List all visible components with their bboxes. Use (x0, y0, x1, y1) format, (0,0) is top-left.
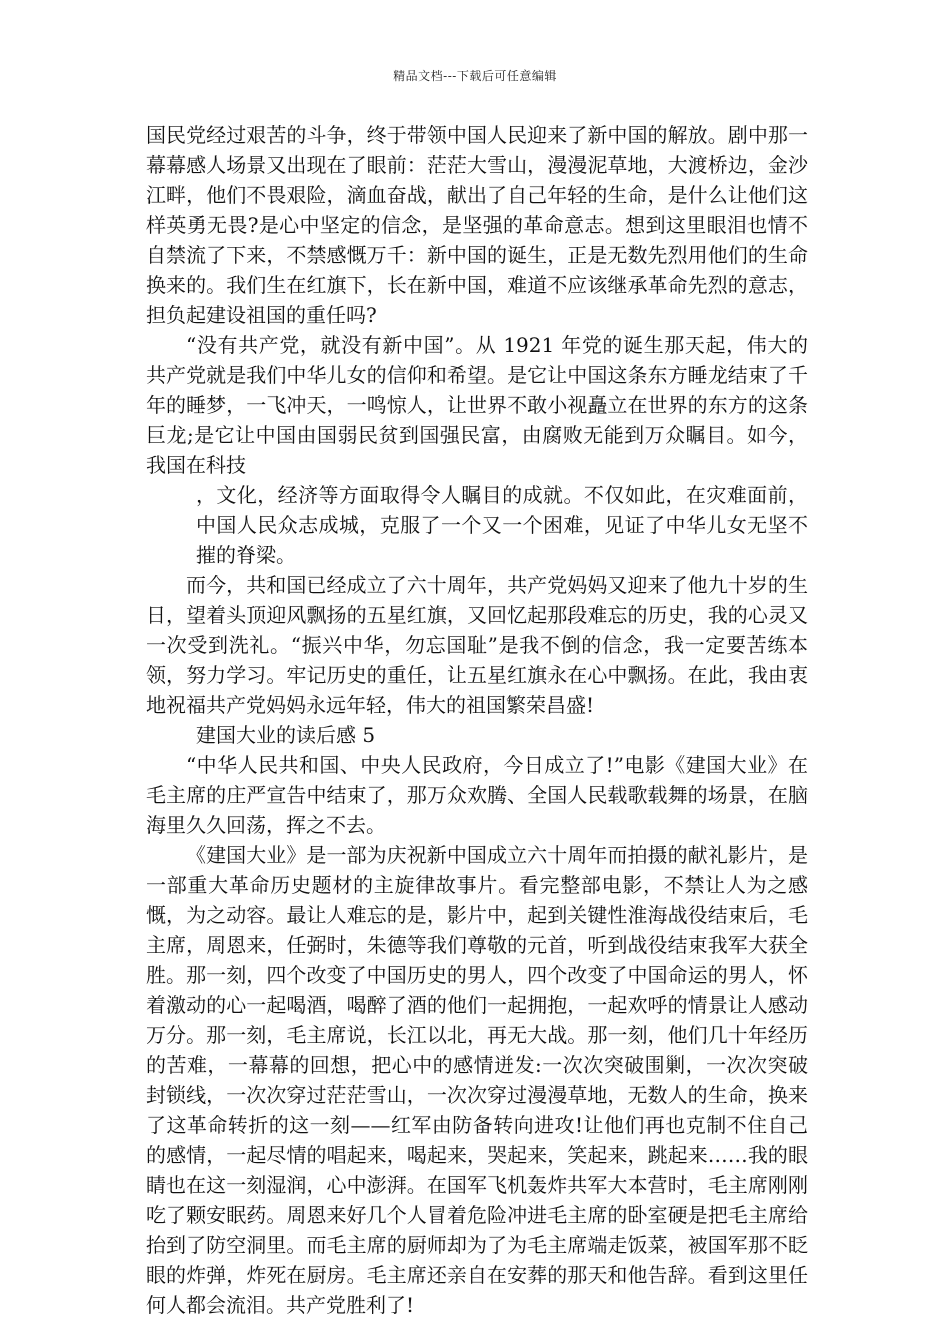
paragraph-1: 国民党经过艰苦的斗争，终于带领中国人民迎来了新中国的解放。剧中那一幕幕感人场景又出现在了眼前：茫茫大雪山，漫漫泥草地，大渡桥边，金沙江畔，他们不畏艰险，滴血奋战，献出了自己年轻的生命，是什么让他们这样英勇无畏?是心中坚定的信念，是坚强的革命意志。想到这里眼泪也情不自禁流了下来，不禁感慨万千：新中国的诞生，正是无数先烈用他们的生命换来的。我们生在红旗下，长在新中国，难道不应该继承革命先烈的意志，担负起建设祖国的重任吗? (146, 123, 808, 327)
paragraph-3: ，文化，经济等方面取得令人瞩目的成就。不仅如此，在灾难面前，中国人民众志成城，克服了一个又一个困难，见证了中华儿女无坚不摧的脊梁。 (196, 483, 808, 567)
section-heading: 建国大业的读后感 5 (196, 723, 376, 747)
paragraph-4: 而今，共和国已经成立了六十周年，共产党妈妈又迎来了他九十岁的生日，望着头顶迎风飘扬的五星红旗，又回忆起那段难忘的历史，我的心灵又一次受到洗礼。“振兴中华，勿忘国耻”是我不倒的信念，我一定要苦练本领，努力学习。牢记历史的重任，让五星红旗永在心中飘扬。在此，我由衷地祝福共产党妈妈永远年轻，伟大的祖国繁荣昌盛! (146, 573, 808, 717)
paragraph-6: 《建国大业》是一部为庆祝新中国成立六十周年而拍摄的献礼影片，是一部重大革命历史题材的主旋律故事片。看完整部电影，不禁让人为之感慨，为之动容。最让人难忘的是，影片中，起到关键性淮海战役结束后，毛主席，周恩来，任弼时，朱德等我们尊敬的元首，听到战役结束我军大获全胜。那一刻，四个改变了中国历史的男人，四个改变了中国命运的男人，怀着激动的心一起喝酒，喝醉了酒的他们一起拥抱，一起欢呼的情景让人感动万分。那一刻，毛主席说，长江以北，再无大战。那一刻，他们几十年经历的苦难，一幕幕的回想，把心中的感情迸发:一次次突破围剿，一次次突破封锁线，一次次穿过茫茫雪山，一次次穿过漫漫草地，无数人的生命，换来了这革命转折的这一刻——红军由防备转向进攻!让他们再也克制不住自己的感情，一起尽情的唱起来，喝起来，哭起来，笑起来，跳起来……我的眼睛也在这一刻湿润，心中澎湃。在国军飞机轰炸共军大本营时，毛主席刚刚吃了颗安眠药。周恩来好几个人冒着危险冲进毛主席的卧室硬是把毛主席给抬到了防空洞里。而毛主席的厨师却为了为毛主席端走饭菜，被国军那不眨眼的炸弹，炸死在厨房。毛主席还亲自在安葬的那天和他告辞。看到这里任何人都会流泪。共产党胜利了! (146, 843, 808, 1317)
paragraph-5: “中华人民共和国、中央人民政府，今日成立了!”电影《建国大业》在毛主席的庄严宣告中结束了，那万众欢腾、全国人民载歌载舞的场景，在脑海里久久回荡，挥之不去。 (146, 753, 808, 837)
document-body (146, 120, 808, 1320)
paragraph-2: “没有共产党，就没有新中国”。从 1921 年党的诞生那天起，伟大的共产党就是我们中华儿女的信仰和希望。是它让中国这条东方睡龙结束了千年的睡梦，一飞冲天，一鸣惊人，让世界不敢小视矗立在世界的东方的这条巨龙;是它让中国由国弱民贫到国强民富，由腐败无能到万众瞩目。如今，我国在科技 (146, 333, 808, 477)
page-header: 精品文档---下载后可任意编辑 (393, 69, 557, 83)
